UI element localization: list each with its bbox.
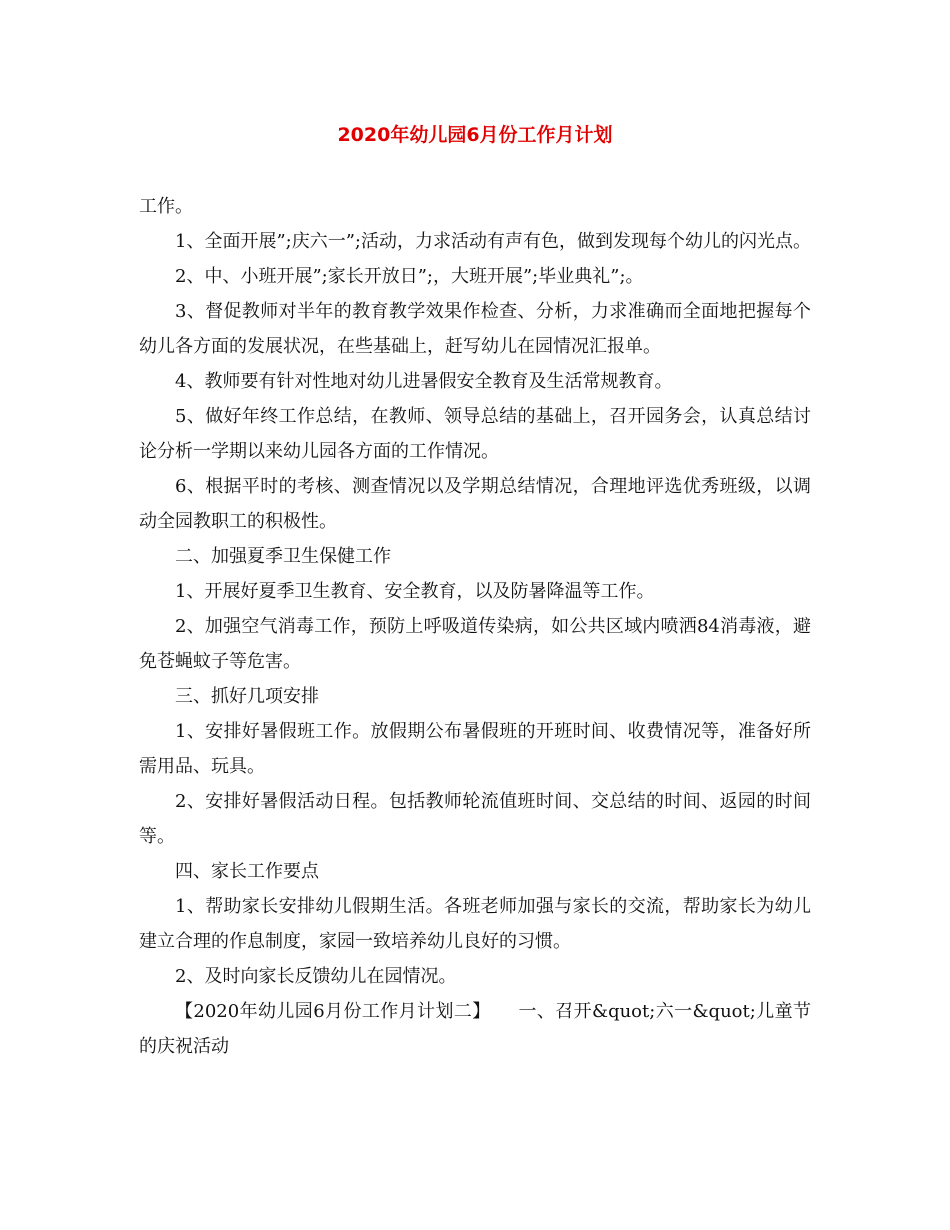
paragraph-item: 2、中、小班开展”;家长开放日”;，大班开展”;毕业典礼”;。 — [175, 266, 644, 287]
document-title: 2020年幼儿园6月份工作月计划 — [337, 124, 613, 146]
paragraph-item: 2、安排好暑假活动日程。包括教师轮流值班时间、交总结的时间、返园的时间等。 — [139, 791, 811, 847]
paragraph-item: 1、开展好夏季卫生教育、安全教育，以及防暑降温等工作。 — [175, 581, 655, 602]
section-heading: 二、加强夏季卫生保健工作 — [175, 546, 391, 567]
document-body — [139, 189, 811, 1064]
section-heading: 四、家长工作要点 — [175, 861, 319, 882]
paragraph-item: 2、加强空气消毒工作，预防上呼吸道传染病，如公共区域内喷洒84消毒液，避免苍蝇蚊子等危害。 — [139, 616, 811, 672]
paragraph-item: 1、帮助家长安排幼儿假期生活。各班老师加强与家长的交流，帮助家长为幼儿建立合理的作息制度，家园一致培养幼儿良好的习惯。 — [139, 896, 811, 952]
paragraph-item: 6、根据平时的考核、测查情况以及学期总结情况，合理地评选优秀班级，以调动全园教职工的积极性。 — [139, 476, 811, 532]
paragraph-item: 3、督促教师对半年的教育教学效果作检查、分析，力求准确而全面地把握每个幼儿各方面的发展状况，在些基础上，赶写幼儿在园情况汇报单。 — [139, 301, 811, 357]
paragraph-item: 4、教师要有针对性地对幼儿进暑假安全教育及生活常规教育。 — [175, 371, 673, 392]
paragraph-intro: 工作。 — [139, 196, 193, 217]
section-heading: 三、抓好几项安排 — [175, 686, 319, 707]
paragraph-item: 1、全面开展”;庆六一”;活动，力求活动有声有色，做到发现每个幼儿的闪光点。 — [175, 231, 811, 252]
paragraph-item: 【2020年幼儿园6月份工作月计划二】 一、召开&quot;六一&quot;儿童节的庆祝活动 — [139, 1001, 811, 1057]
paragraph-item: 2、及时向家长反馈幼儿在园情况。 — [175, 966, 457, 987]
paragraph-item: 5、做好年终工作总结，在教师、领导总结的基础上，召开园务会，认真总结讨论分析一学期以来幼儿园各方面的工作情况。 — [139, 406, 811, 462]
paragraph-item: 1、安排好暑假班工作。放假期公布暑假班的开班时间、收费情况等，准备好所需用品、玩具。 — [139, 721, 811, 777]
